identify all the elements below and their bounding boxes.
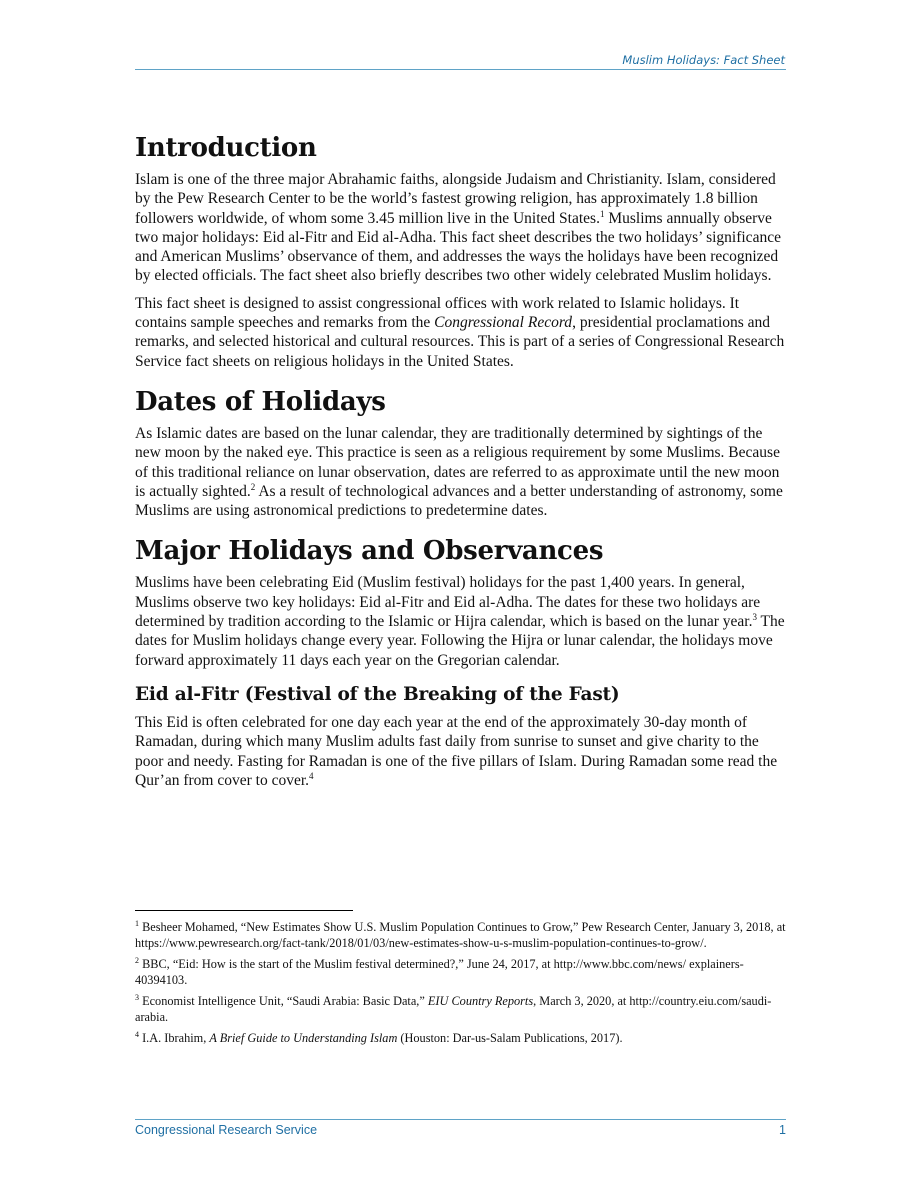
footnote-2 — [135, 957, 786, 988]
page-number: 1 — [779, 1123, 786, 1137]
footnote-text: BBC, “Eid: How is the start of the Muslim festival determined?,” June 24, 2017, at http://www.bbc.com/news/ explainers-40394103. — [135, 957, 744, 987]
intro-p2-text-a: This fact sheet is designed to assist congressional offices with work related to Islamic holidays. It contains sample speeches and remarks from the — [135, 294, 740, 332]
intro-p2-italic: Congressional Record — [434, 314, 573, 332]
fitr-p1-text-a: This Eid is often celebrated for one day each year at the end of the approximately 30-day month of Ramadan, during which many Muslim adults fast daily from sunrise to sunset and give charity to the poor and needy. Fasting for Ramadan is one of the five pillars of Islam. During Ramadan some read the Qur’an from cover to cover. — [135, 713, 778, 789]
main-content — [135, 131, 786, 798]
footnote-text: I.A. Ibrahim, — [139, 1031, 210, 1045]
footnote-3 — [135, 994, 786, 1025]
footnotes — [135, 920, 786, 1053]
major-paragraph-1 — [135, 573, 786, 669]
footnote-ref-4[interactable]: 4 — [309, 770, 314, 781]
intro-p1-text-b: Muslims annually observe two major holidays: Eid al-Fitr and Eid al-Adha. This fact sheet describes the two holidays’ significance and American Muslims’ observance of them, and addresses the ways the holidays have been recognized by elected officials. The fact sheet also briefly describes two other widely celebrated Muslim holidays. — [135, 209, 781, 285]
footnote-number: 3 — [135, 992, 139, 1002]
intro-p2-text-b: , presidential proclamations and remarks, and selected historical and cultural resources. This is part of a series of Congressional Research Service fact sheets on religious holidays in the United States. — [135, 314, 785, 370]
footnote-1 — [135, 920, 786, 951]
dates-paragraph-1 — [135, 424, 786, 520]
intro-paragraph-2 — [135, 294, 786, 371]
intro-p1-text-a: Islam is one of the three major Abrahamic faiths, alongside Judaism and Christianity. Islam, considered by the Pew Research Center to be the world’s fastest growing religion, has approximately 1.8 billion followers worldwide, of whom some 3.45 million live in the United States. — [135, 171, 776, 227]
intro-paragraph-1 — [135, 170, 786, 286]
footer-rule — [135, 1119, 786, 1120]
footnote-ref-2[interactable]: 2 — [250, 481, 256, 492]
footnote-italic: EIU Country Reports — [427, 994, 534, 1008]
running-header-title: Muslim Holidays: Fact Sheet — [622, 53, 785, 67]
major-holidays-heading: Major Holidays and Observances — [135, 536, 604, 567]
eid-al-fitr-heading: Eid al-Fitr (Festival of the Breaking of the Fast) — [135, 683, 620, 705]
major-p1-text-a: Muslims have been celebrating Eid (Muslim festival) holidays for the past 1,400 years. In general, Muslims observe two key holidays: Eid al-Fitr and Eid al-Adha. The dates for these two holidays are determined by tradition according to the Islamic or Hijra calendar, which is based on the lunar year. — [135, 574, 761, 631]
footnote-text: Besheer Mohamed, “New Estimates Show U.S. Muslim Population Continues to Grow,” Pew Research Center, January 3, 2018, at https://www.pewresearch.org/fact-tank/2018/01/03/new-estimates-show-u-s-muslim-population-continues-to-grow/. — [135, 920, 786, 950]
footnote-number: 4 — [135, 1029, 139, 1039]
header-rule — [135, 69, 786, 70]
footer-org: Congressional Research Service — [135, 1123, 318, 1137]
footnote-text: Economist Intelligence Unit, “Saudi Arabia: Basic Data,” — [139, 994, 428, 1008]
footnote-text-b: (Houston: Dar-us-Salam Publications, 2017). — [397, 1031, 623, 1045]
fitr-paragraph-1 — [135, 713, 786, 790]
footnote-italic: A Brief Guide to Understanding Islam — [209, 1031, 398, 1045]
footnote-number: 1 — [135, 918, 139, 928]
major-p1-text-b: The dates for Muslim holidays change every year. Following the Hijra or lunar calendar, the holidays move forward approximately 11 days each year on the Gregorian calendar. — [135, 613, 785, 669]
intro-heading: Introduction — [135, 133, 317, 163]
footnote-text-b: , March 3, 2020, at http://country.eiu.com/saudi-arabia. — [135, 994, 772, 1024]
dates-heading: Dates of Holidays — [135, 386, 386, 417]
dates-p1-text-a: As Islamic dates are based on the lunar calendar, they are traditionally determined by sightings of the new moon by the naked eye. This practice is seen as a religious requirement by some Muslims. Because of this traditional reliance on lunar observation, dates are referred to as approximate until the new moon is actually sighted. — [135, 424, 780, 500]
footnote-4 — [135, 1031, 786, 1047]
footnote-ref-3[interactable]: 3 — [752, 611, 757, 622]
footnote-number: 2 — [135, 955, 139, 965]
dates-p1-text-b: As a result of technological advances and a better understanding of astronomy, some Muslims are using astronomical predictions to predetermine dates. — [135, 482, 783, 520]
footnote-separator — [135, 910, 353, 911]
footnote-ref-1[interactable]: 1 — [599, 208, 605, 219]
